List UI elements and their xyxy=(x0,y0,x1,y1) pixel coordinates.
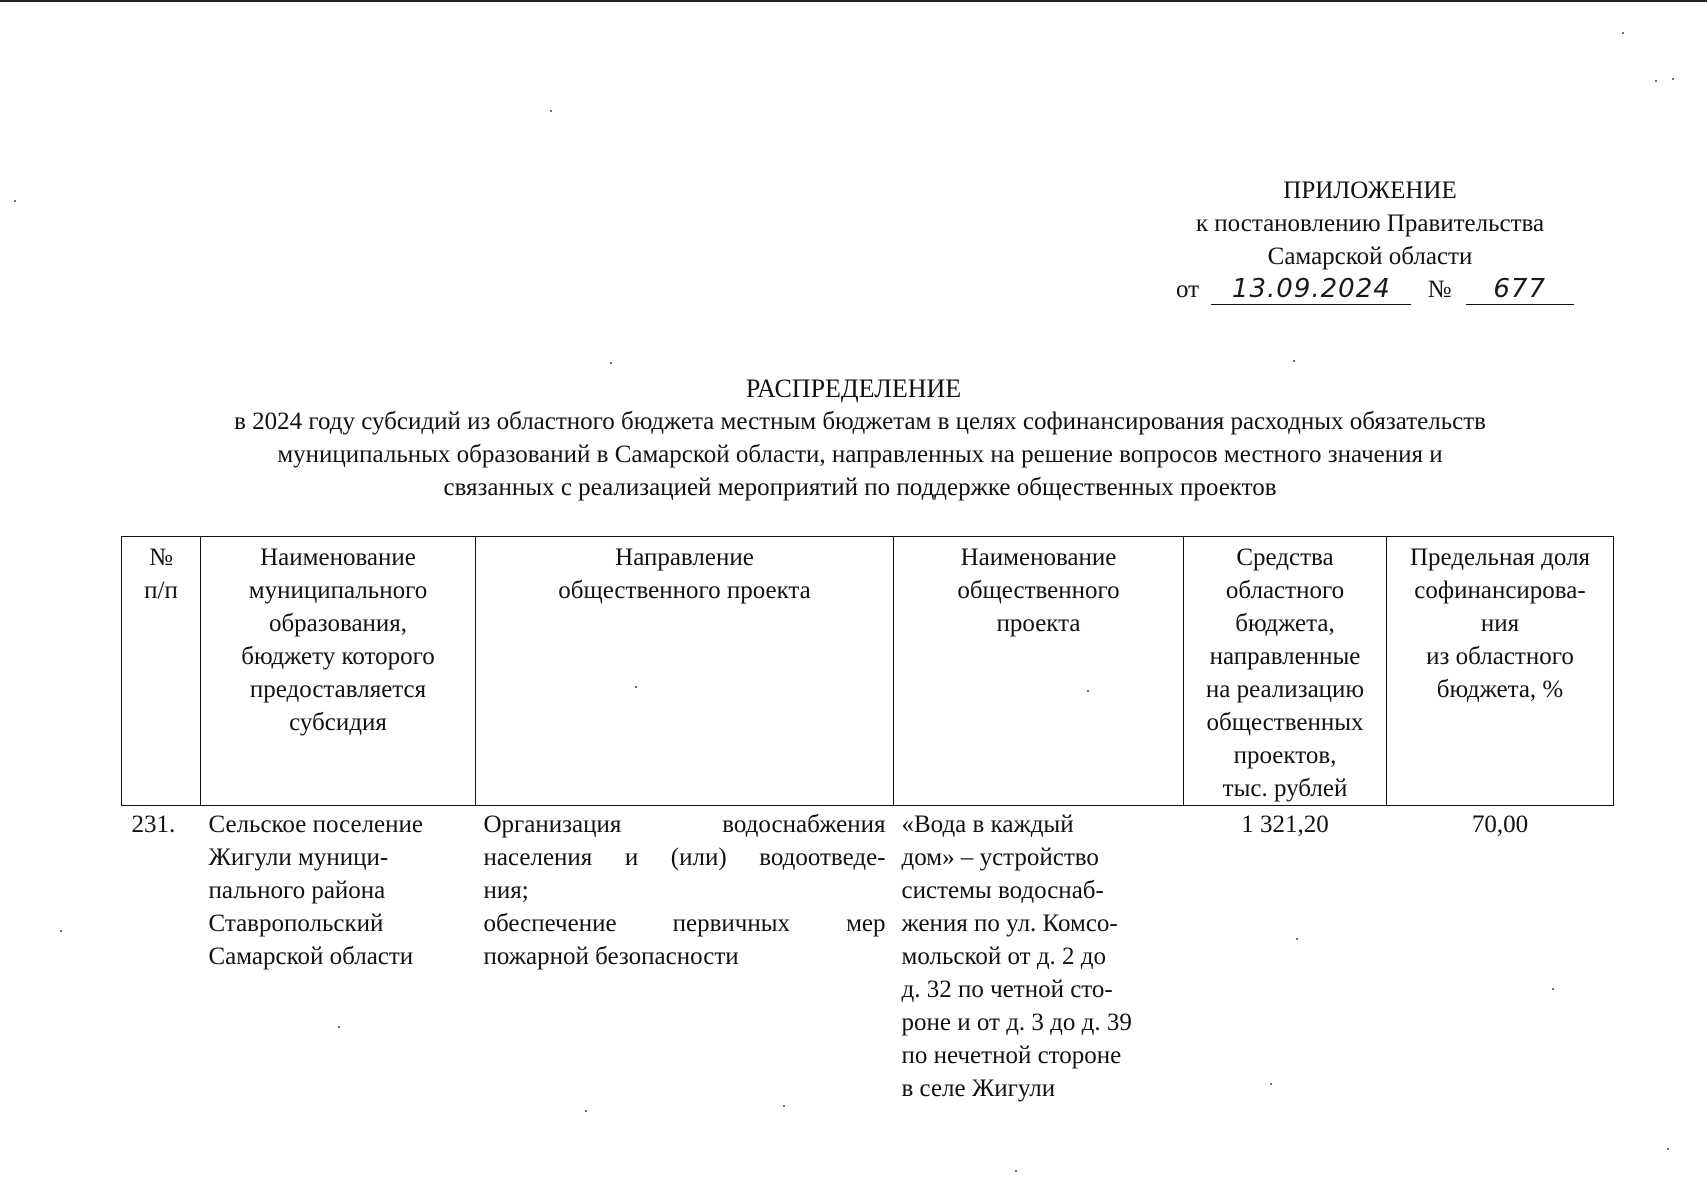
scan-top-edge-line xyxy=(0,0,1707,2)
date-prefix: от xyxy=(1176,276,1200,303)
header-direction xyxy=(476,537,894,806)
header-line: общественных xyxy=(1206,709,1364,736)
scan-speck xyxy=(1015,1170,1017,1172)
scan-speck xyxy=(610,362,612,364)
appendix-line-region: Самарской области xyxy=(1267,243,1473,270)
header-line: п/п xyxy=(144,577,178,604)
header-line: муниципального xyxy=(248,577,428,604)
row-share: 70,00 xyxy=(1471,811,1529,838)
handwritten-number: 677 xyxy=(1466,274,1574,305)
cell-line: в селе Жигули xyxy=(901,1075,1056,1102)
header-line: бюджета, % xyxy=(1436,676,1564,703)
header-line: областного xyxy=(1225,577,1345,604)
header-line: направленные xyxy=(1209,643,1361,670)
distribution-table xyxy=(121,536,1614,1105)
cell-line: «Вода в каждый xyxy=(901,811,1074,838)
appendix-date-line xyxy=(1150,273,1590,306)
header-line: бюджета, xyxy=(1235,610,1335,637)
cell-line: Организация водоснабжения xyxy=(483,811,886,838)
number-prefix: № xyxy=(1427,276,1452,303)
cell-line: Сельское поселение xyxy=(208,811,424,838)
cell-line: дом» – устройство xyxy=(901,844,1099,871)
cell-line: обеспечение первичных мер xyxy=(483,910,886,937)
header-line: тыс. рублей xyxy=(1222,775,1348,802)
appendix-block xyxy=(1150,174,1590,306)
scan-speck xyxy=(1293,360,1295,362)
scan-speck xyxy=(550,110,552,112)
header-funds xyxy=(1184,537,1387,806)
scan-speck xyxy=(1667,1148,1669,1150)
table-header-row xyxy=(122,537,1614,806)
subtitle-line: муниципальных образований в Самарской области, направленных на решение вопросов местного значения и xyxy=(277,441,1443,468)
cell-line: пожарной безопасности xyxy=(483,943,739,970)
cell-line: системы водоснаб- xyxy=(901,877,1104,904)
cell-line: ния; xyxy=(483,877,529,904)
cell-line: по нечетной стороне xyxy=(901,1042,1122,1069)
scan-speck xyxy=(1655,80,1657,82)
header-line: проекта xyxy=(996,610,1081,637)
scan-speck xyxy=(585,1110,587,1112)
cell-line: Жигули муници- xyxy=(208,844,389,871)
header-line: предоставляется xyxy=(249,676,427,703)
header-line: софинансирова- xyxy=(1414,577,1586,604)
cell-line: роне и от д. 3 до д. 39 xyxy=(901,1009,1132,1036)
header-share xyxy=(1387,537,1614,806)
cell-line: пального района xyxy=(208,877,386,904)
row-municipality xyxy=(201,806,476,1106)
header-line: общественного xyxy=(957,577,1120,604)
header-line: № xyxy=(149,544,173,571)
table-row xyxy=(122,806,1614,1106)
scan-speck xyxy=(783,1105,785,1107)
row-number: 231. xyxy=(131,811,176,838)
header-line: общественного проекта xyxy=(558,577,811,604)
header-line: на реализацию xyxy=(1205,676,1365,703)
header-line: Средства xyxy=(1236,544,1334,571)
header-line: Наименование xyxy=(260,544,416,571)
scan-speck xyxy=(14,200,16,202)
header-line: проектов, xyxy=(1233,742,1337,769)
header-project-name xyxy=(894,537,1184,806)
header-municipality xyxy=(201,537,476,806)
header-line: субсидия xyxy=(289,709,387,736)
subtitle-line: связанных с реализацией мероприятий по поддержке общественных проектов xyxy=(443,474,1277,501)
header-line: образования, xyxy=(268,610,408,637)
cell-line: д. 32 по четной сто- xyxy=(901,976,1113,1003)
scan-speck xyxy=(60,930,62,932)
scan-speck xyxy=(1622,32,1624,34)
appendix-line-decree: к постановлению Правительства xyxy=(1195,210,1545,237)
document-title: РАСПРЕДЕЛЕНИЕ xyxy=(745,374,962,403)
header-number xyxy=(122,537,201,806)
appendix-title: ПРИЛОЖЕНИЕ xyxy=(1283,177,1457,204)
row-project-name xyxy=(894,806,1184,1106)
cell-line: Самарской области xyxy=(208,943,414,970)
header-line: Направление xyxy=(615,544,754,571)
cell-line: Ставропольский xyxy=(208,910,384,937)
header-line: бюджету которого xyxy=(241,643,435,670)
handwritten-date: 13.09.2024 xyxy=(1211,274,1411,305)
subtitle-line: в 2024 году субсидий из областного бюджета местным бюджетам в целях софинансирования расходных обязательств xyxy=(234,408,1486,435)
header-line: из областного xyxy=(1426,643,1574,670)
header-line: Предельная доля xyxy=(1409,544,1591,571)
row-amount: 1 321,20 xyxy=(1241,811,1329,838)
cell-line: населения и (или) водоотведе- xyxy=(483,844,886,871)
header-line: ния xyxy=(1480,610,1520,637)
header-line: Наименование xyxy=(960,544,1117,571)
document-subtitle xyxy=(150,405,1570,504)
cell-line: мольской от д. 2 до xyxy=(901,943,1107,970)
scan-speck xyxy=(1672,78,1674,80)
row-direction xyxy=(476,806,894,1106)
cell-line: жения по ул. Комсо- xyxy=(901,910,1118,937)
